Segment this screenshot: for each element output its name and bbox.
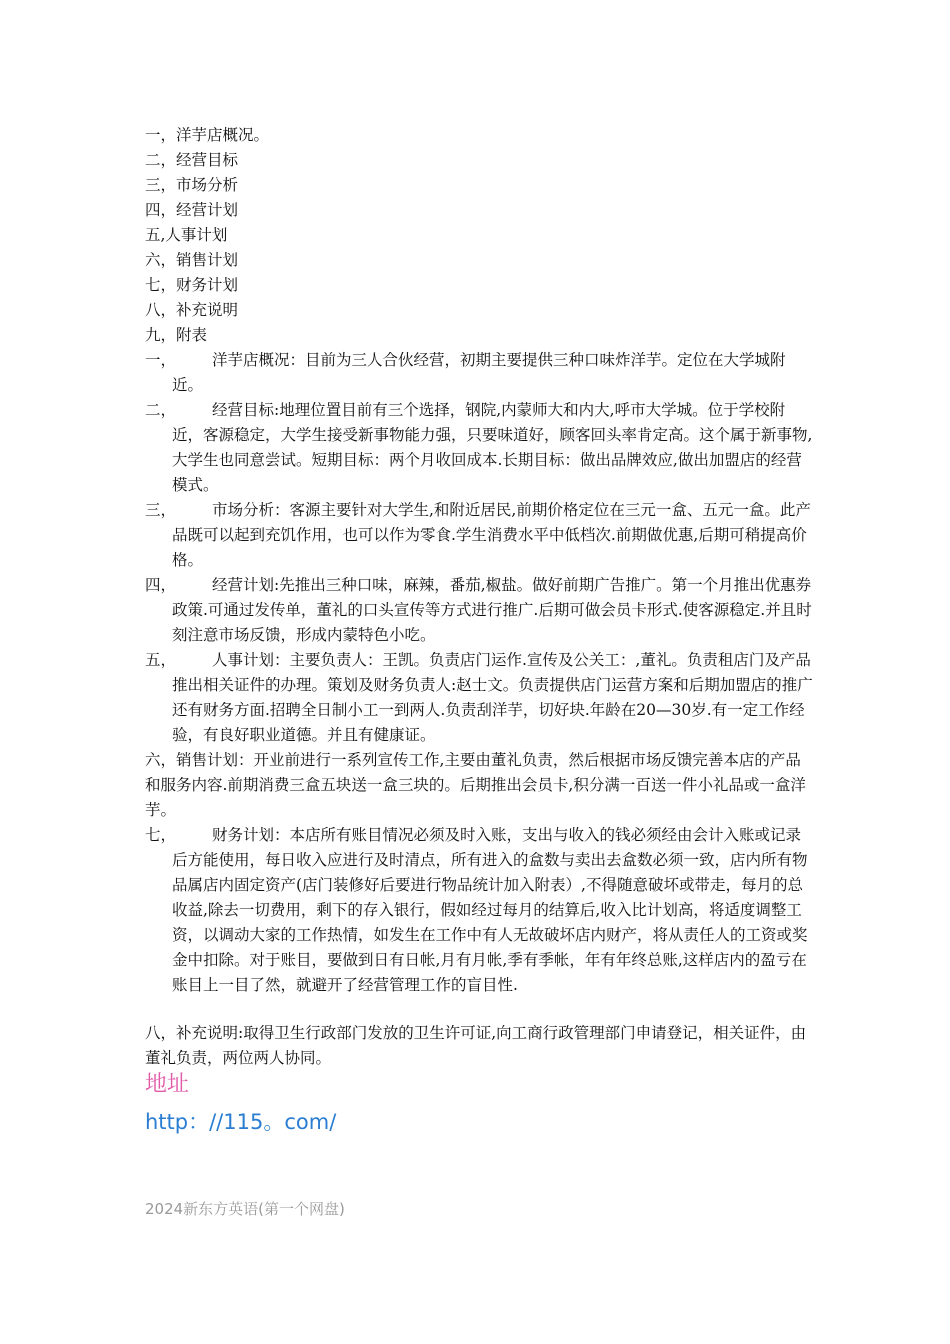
section-personnel [145,648,815,748]
section-text: 财务计划：本店所有账目情况必须及时入账，支出与收入的钱必须经由会计入账或记录后方能使用，每日收入应进行及时清点，所有进入的盒数与卖出去盒数必须一致，店内所有物品属店内固定资产(店门装修好后要进行物品统计加入附表）,不得随意破坏或带走，每月的总收益,除去一切费用，剩下的存入银行，假如经过每月的结算后,收入比计划高，将适度调整工资，以调动大家的工作热情，如发生在工作中有人无故破坏店内财产，将从责任人的工资或奖金中扣除。对于账目，要做到日有日帐,月有月帐,季有季帐，年有年终总账,这样店内的盈亏在账目上一目了然，就避开了经营管理工作的盲目性. [172,826,808,994]
section-number: 七， [145,826,177,844]
section-goals [145,398,815,498]
toc-item: 二，经营目标 [145,151,239,169]
toc-item: 六，销售计划 [145,251,239,269]
section-text: 经营目标:地理位置目前有三个选择，钢院,内蒙师大和内大,呼市大学城。位于学校附近，客源稳定，大学生接受新事物能力强，只要味道好，顾客回头率肯定高。这个属于新事物,大学生也同意尝试。短期目标：两个月收回成本.长期目标：做出品牌效应,做出加盟店的经营模式。 [172,401,813,494]
section-number: 五， [145,651,177,669]
section-market [145,498,815,573]
address-link[interactable]: http：//115。com/ [145,1110,337,1134]
section-sales [145,748,815,823]
address-label: 地址 [145,1072,190,1097]
section-text: 市场分析：客源主要针对大学生,和附近居民,前期价格定位在三元一盒、五元一盒。此产品既可以起到充饥作用，也可以作为零食.学生消费水平中低档次.前期做优惠,后期可稍提高价格。 [172,501,811,569]
toc-item: 九，附表 [145,326,208,344]
section-number: 四， [145,576,177,594]
section-text: 人事计划：主要负责人：王凯。负责店门运作.宣传及公关工：,董礼。负责租店门及产品推出相关证件的办理。策划及财务负责人:赵士文。负责提供店门运营方案和后期加盟店的推广还有财务方面.招聘全日制小工一到两人.负责刮洋芋，切好块.年龄在20—30岁.有一定工作经验，有良好职业道德。并且有健康证。 [172,651,813,744]
toc-item: 五,人事计划 [145,226,228,244]
toc-item: 四，经营计划 [145,201,239,219]
section-number: 一， [145,351,177,369]
section-text: 八，补充说明:取得卫生行政部门发放的卫生许可证,向工商行政管理部门申请登记，相关证件，由董礼负责，两位两人协同。 [145,1024,807,1067]
section-finance [145,823,815,998]
toc-item: 三，市场分析 [145,176,239,194]
section-text: 六，销售计划：开业前进行一系列宣传工作,主要由董礼负责，然后根据市场反馈完善本店的产品和服务内容.前期消费三盒五块送一盒三块的。后期推出会员卡,积分满一百送一件小礼品或一盒洋芋。 [145,751,806,819]
section-number: 二， [145,401,177,419]
section-text: 洋芋店概况：目前为三人合伙经营，初期主要提供三种口味炸洋芋。定位在大学城附近。 [172,351,786,394]
footer-text: 2024新东方英语(第一个网盘) [145,1200,345,1218]
toc-item: 一，洋芋店概况。 [145,126,270,144]
section-text: 经营计划:先推出三种口味，麻辣，番茄,椒盐。做好前期广告推广。第一个月推出优惠券政策.可通过发传单，董礼的口头宣传等方式进行推广.后期可做会员卡形式.使客源稳定.并且时刻注意市场反馈，形成内蒙特色小吃。 [172,576,812,644]
toc-item: 七，财务计划 [145,276,239,294]
section-number: 三， [145,501,177,519]
section-overview [145,348,815,398]
toc-item: 八，补充说明 [145,301,239,319]
section-plan [145,573,815,648]
table-of-contents [145,123,269,348]
section-supplement [145,1021,815,1071]
